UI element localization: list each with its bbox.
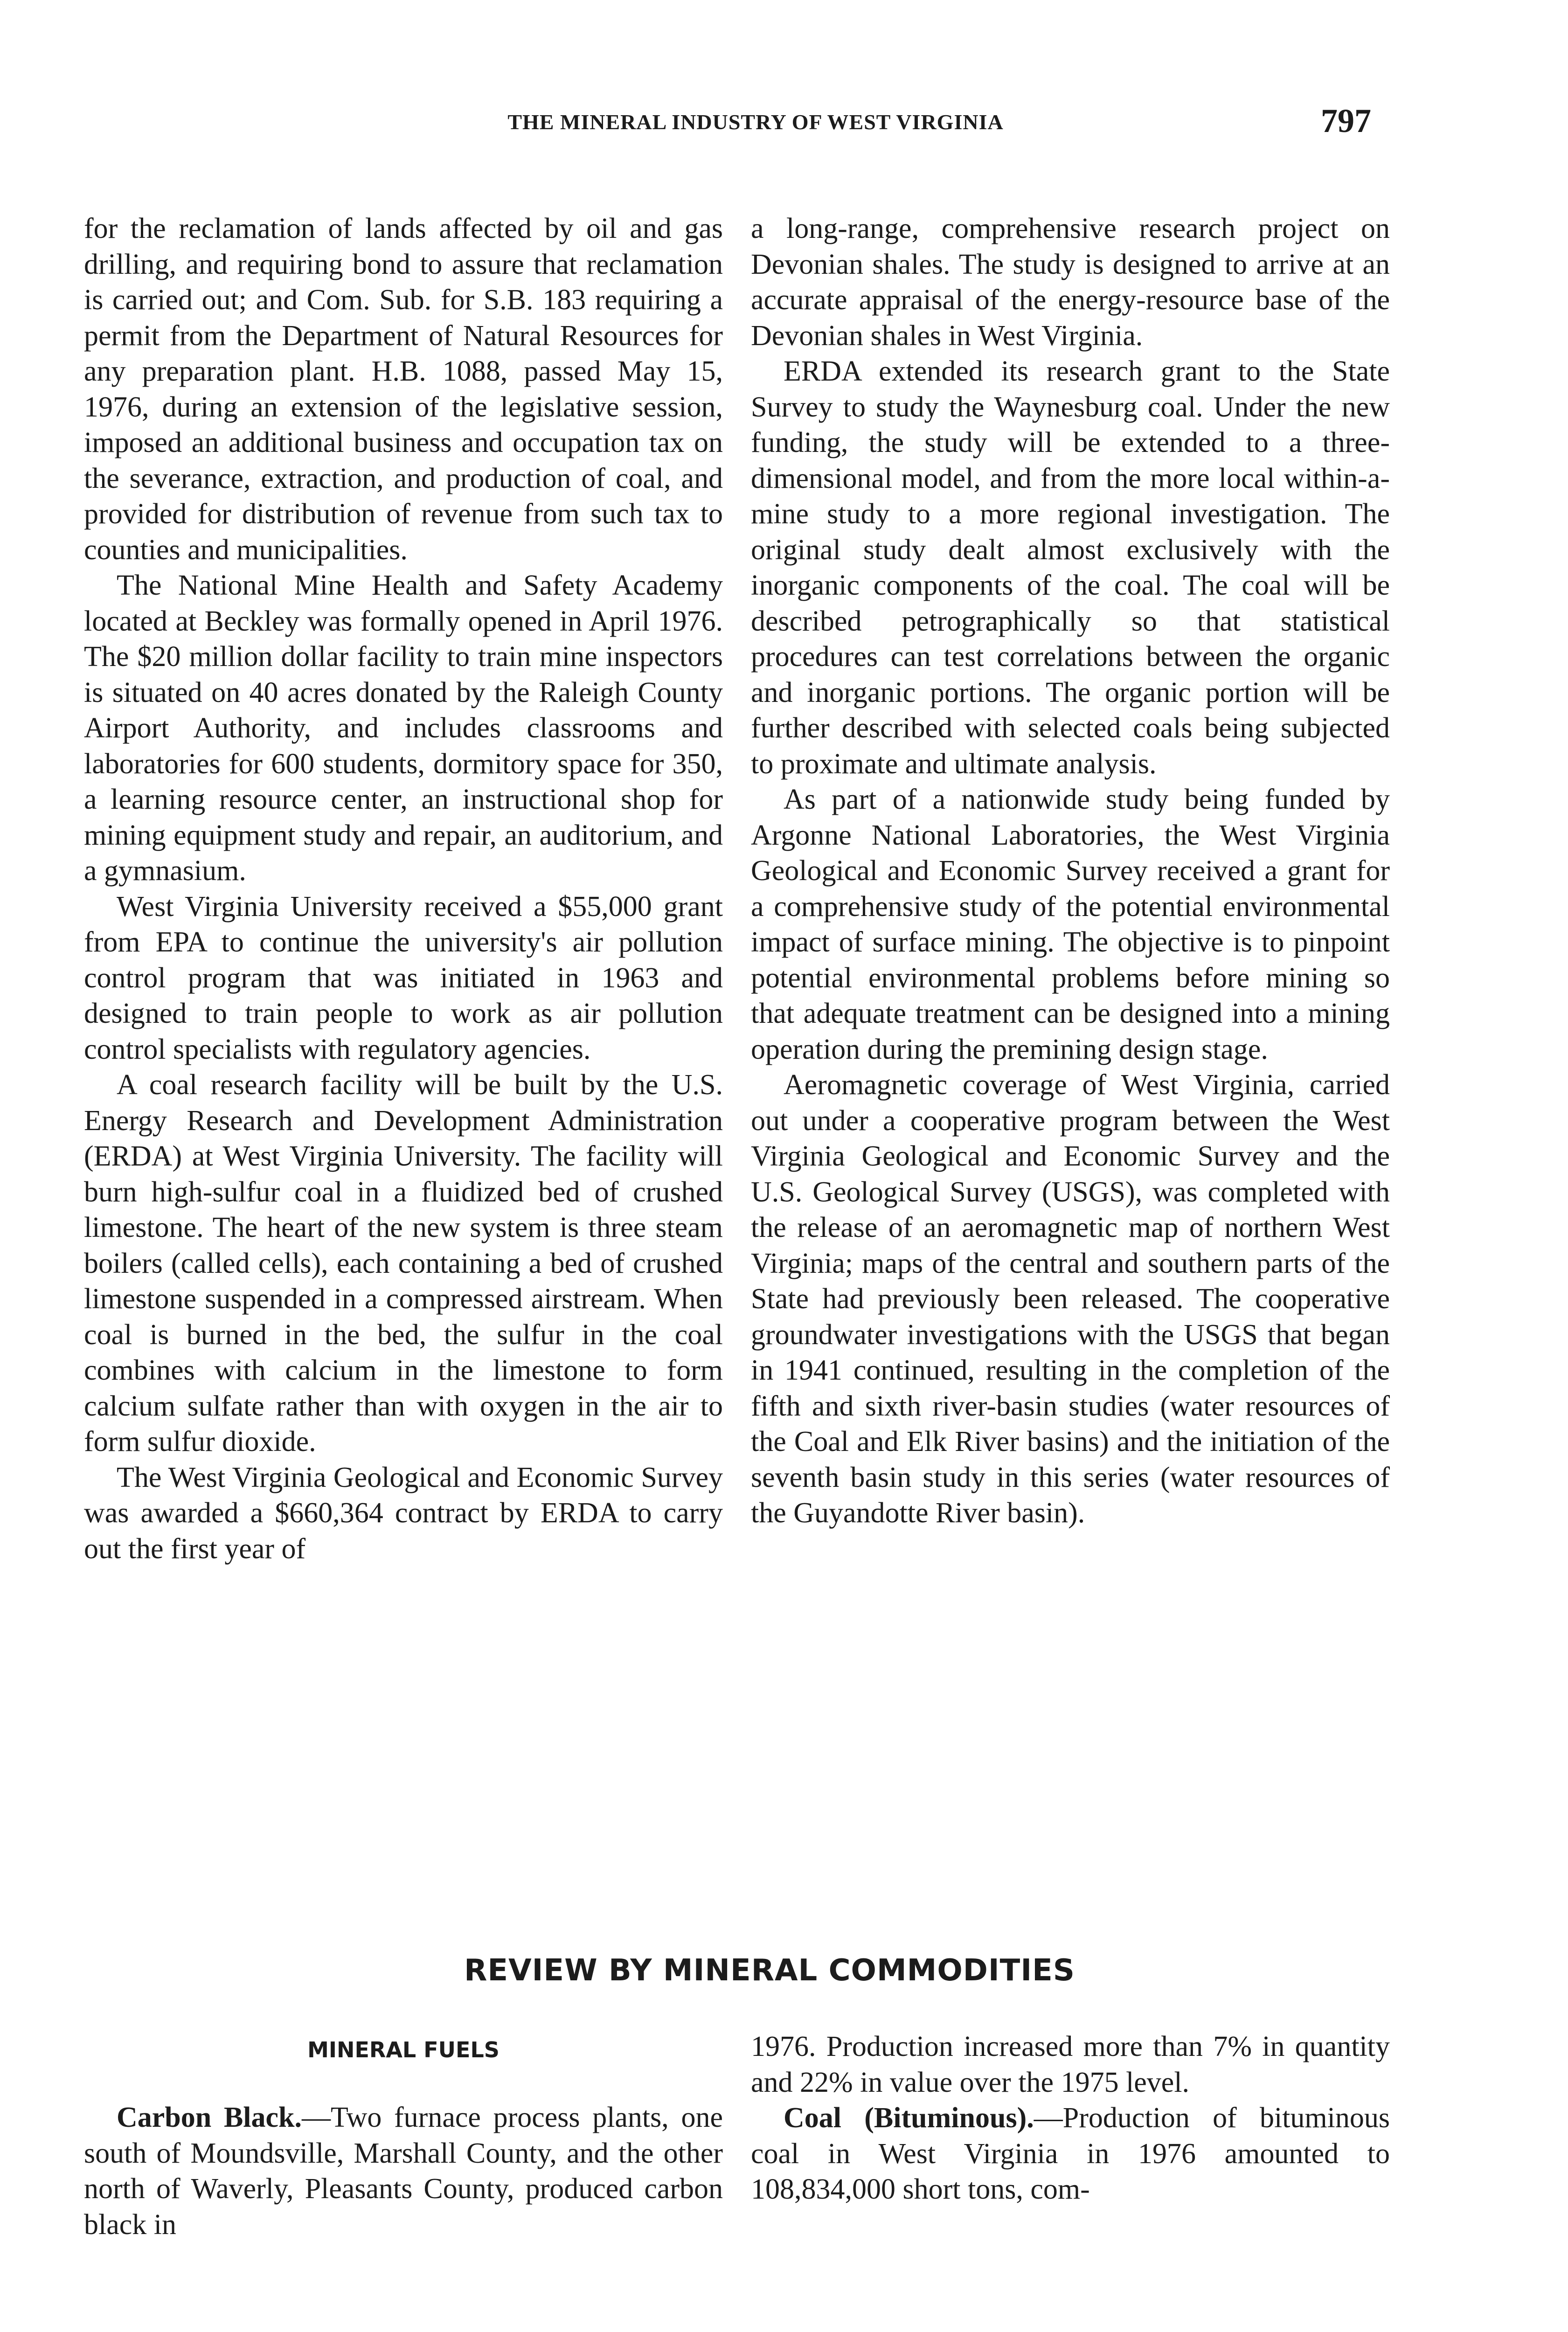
paragraph: A coal research facility will be built by the U.S. Energy Research and Development Administration (ERDA) at West Virginia University. The facility will burn high-sulfur coal in a fluidized bed of crushed limestone. The heart of the new system is three steam boilers (called cells), each containing a bed of crushed limestone suspended in a compressed airstream. When coal is burned in the bed, the sulfur in the coal combines with calcium in the limestone to form calcium sulfate rather than with oxygen in the air to form sulfur dioxide. [84, 1069, 723, 1458]
paragraph: Aeromagnetic coverage of West Virginia, carried out under a cooperative program between the West Virginia Geological and Economic Survey and the U.S. Geological Survey (USGS), was completed with the release of an aeromagnetic map of northern West Virginia; maps of the central and southern parts of the State had previously been released. The cooperative groundwater investigations with the USGS that began in 1941 continued, resulting in the completion of the fifth and sixth river-basin studies (water resources of the Coal and Elk River basins) and the initiation of the seventh basin study in this series (water resources of the Guyandotte River basin). [751, 1069, 1390, 1529]
carbon-black-paragraph [84, 2100, 723, 2242]
carbon-black-run-in: Carbon Black. [117, 2102, 302, 2133]
carbon-black-text: —Two furnace process plants, one south of Moundsville, Marshall County, and the other north of Waverly, Pleasants County, produced carbon black in [84, 2102, 723, 2241]
coal-column [751, 2029, 1390, 2207]
paragraph: The West Virginia Geological and Economic Survey was awarded a $660,364 contract by ERDA to carry out the first year of [84, 1461, 723, 1565]
left-column [84, 211, 723, 1567]
paragraph: 1976. Production increased more than 7% in quantity and 22% in value over the 1975 level. [751, 2031, 1390, 2098]
paragraph: West Virginia University received a $55,000 grant from EPA to continue the university's air pollution control program that was initiated in 1963 and designed to train people to work as air pollution control specialists with regulatory agencies. [84, 890, 723, 1065]
page-number: 797 [1321, 102, 1371, 139]
coal-text: —Production of bituminous coal in West Virginia in 1976 amounted to 108,834,000 short tons, com- [751, 2102, 1390, 2205]
paragraph: for the reclamation of lands affected by oil and gas drilling, and requiring bond to assure that reclamation is carried out; and Com. Sub. for S.B. 183 requiring a permit from the Department of Natural Resources for any preparation plant. H.B. 1088, passed May 15, 1976, during an extension of the legislative session, imposed an additional business and occupation tax on the severance, extraction, and production of coal, and provided for distribution of revenue from such tax to counties and municipalities. [84, 213, 723, 566]
coal-run-in: Coal (Bituminous). [784, 2102, 1034, 2134]
paragraph: ERDA extended its research grant to the State Survey to study the Waynesburg coal. Under the new funding, the study will be extended to a three-dimensional model, and from the more local within-a-mine study to a more regional investigation. The original study dealt almost exclusively with the inorganic components of the coal. The coal will be described petrographically so that statistical procedures can test correlations between the organic and inorganic portions. The organic portion will be further described with selected coals being subjected to proximate and ultimate analysis. [751, 355, 1390, 780]
running-title: THE MINERAL INDUSTRY OF WEST VIRGINIA [507, 110, 1004, 134]
carbon-black-column [84, 2100, 723, 2242]
section-heading: REVIEW BY MINERAL COMMODITIES [464, 1953, 1075, 1988]
paragraph: As part of a nationwide study being funded by Argonne National Laboratories, the West Virginia Geological and Economic Survey received a grant for a comprehensive study of the potential environmental impact of surface mining. The objective is to pinpoint potential environmental problems before mining so that adequate treatment can be designed into a mining operation during the premining design stage. [751, 784, 1390, 1065]
paragraph: The National Mine Health and Safety Academy located at Beckley was formally opened in April 1976. The $20 million dollar facility to train mine inspectors is situated on 40 acres donated by the Raleigh County Airport Authority, and includes classrooms and laboratories for 600 students, dormitory space for 350, a learning resource center, an instructional shop for mining equipment study and repair, an auditorium, and a gymnasium. [84, 569, 723, 887]
coal-paragraph [751, 2100, 1390, 2207]
right-column [751, 211, 1390, 1531]
subsection-heading: MINERAL FUELS [307, 2037, 500, 2062]
paragraph: a long-range, comprehensive research project on Devonian shales. The study is designed to arrive at an accurate appraisal of the energy-resource base of the Devonian shales in West Virginia. [751, 213, 1390, 352]
